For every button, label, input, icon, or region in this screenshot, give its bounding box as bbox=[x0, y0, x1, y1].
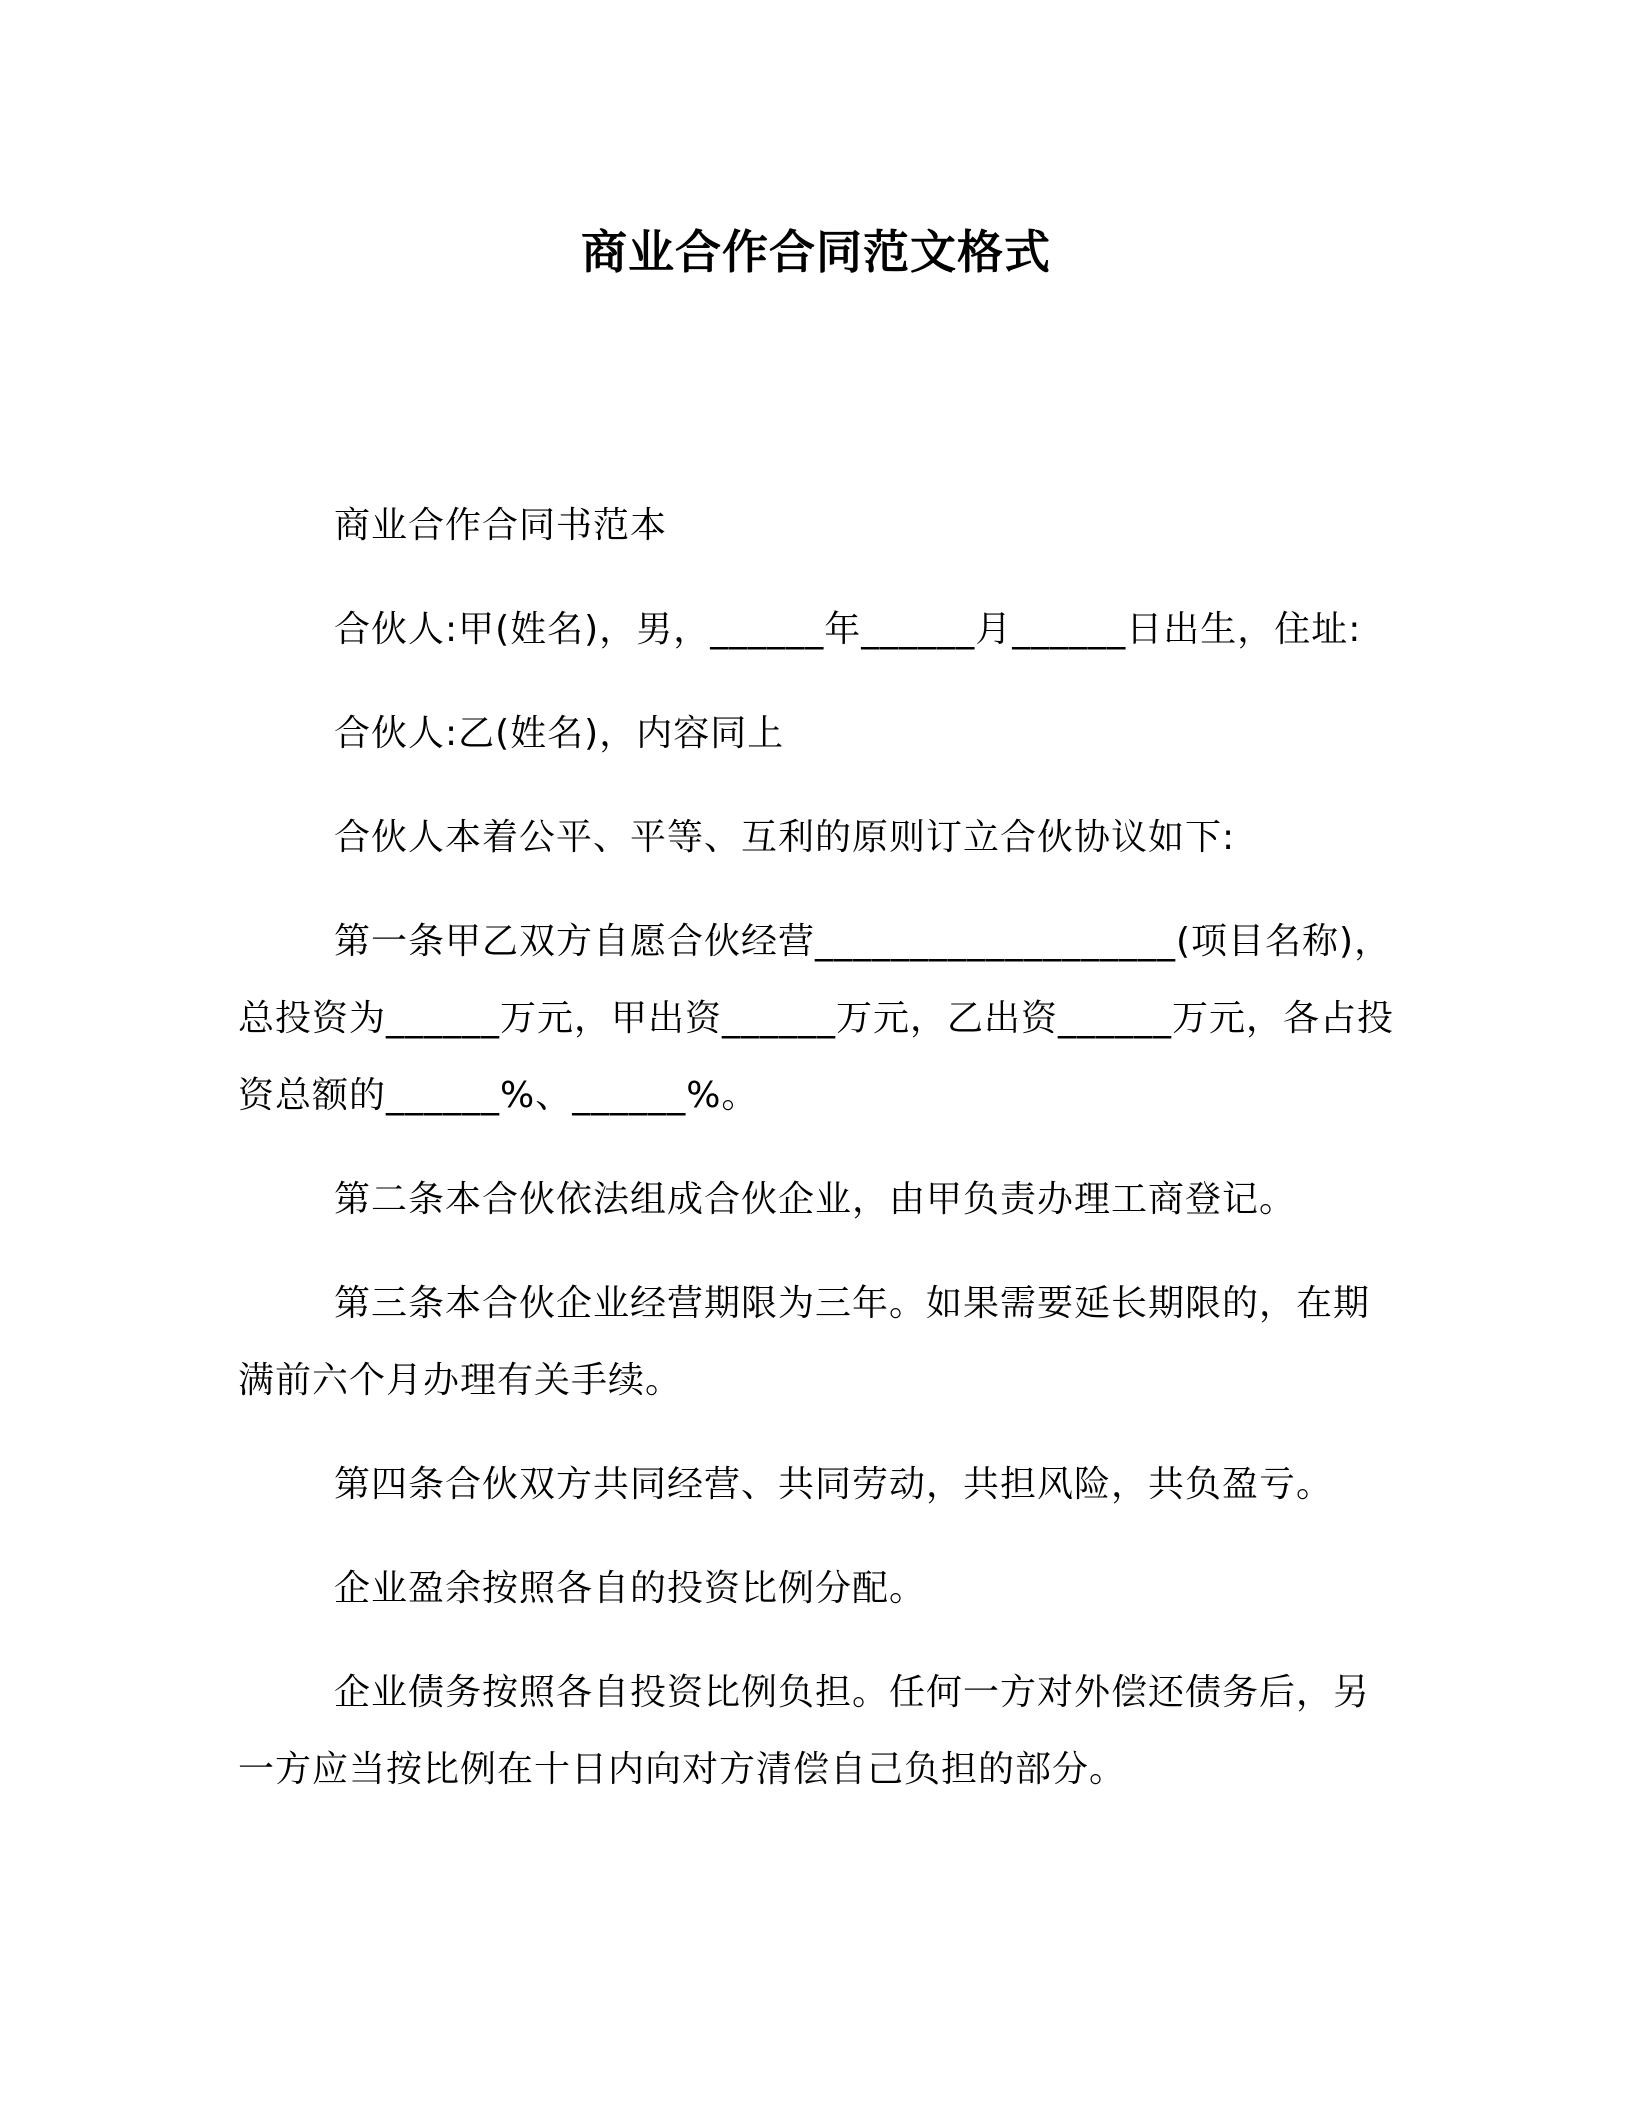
document-title: 商业合作合同范文格式 bbox=[581, 225, 1051, 279]
paragraph-profit-distribution: 企业盈余按照各自的投资比例分配。 bbox=[334, 1568, 927, 1609]
paragraph-article-2: 第二条本合伙依法组成合伙企业，由甲负责办理工商登记。 bbox=[334, 1179, 1297, 1220]
paragraph-partner-b: 合伙人:乙(姓名)，内容同上 bbox=[334, 713, 785, 754]
paragraph-partner-a: 合伙人:甲(姓名)，男，______年______月______日出生，住址: bbox=[334, 609, 1362, 650]
paragraph-debt-burden: 企业债务按照各自投资比例负担。任何一方对外偿还债务后，另一方应当按比例在十日内向对方清偿自己负担的部分。 bbox=[238, 1672, 1371, 1790]
paragraph-template-heading: 商业合作合同书范本 bbox=[334, 505, 668, 546]
paragraph-article-1: 第一条甲乙双方自愿合伙经营___________________(项目名称)，总投资为______万元，甲出资______万元，乙出资______万元，各占投资总额的______%、______%。 bbox=[238, 921, 1395, 1116]
paragraph-article-4: 第四条合伙双方共同经营、共同劳动，共担风险，共负盈亏。 bbox=[334, 1464, 1334, 1505]
document-body bbox=[238, 487, 1398, 1835]
paragraph-preamble: 合伙人本着公平、平等、互利的原则订立合伙协议如下: bbox=[334, 817, 1236, 858]
paragraph-article-3: 第三条本合伙企业经营期限为三年。如果需要延长期限的，在期满前六个月办理有关手续。 bbox=[238, 1283, 1371, 1401]
